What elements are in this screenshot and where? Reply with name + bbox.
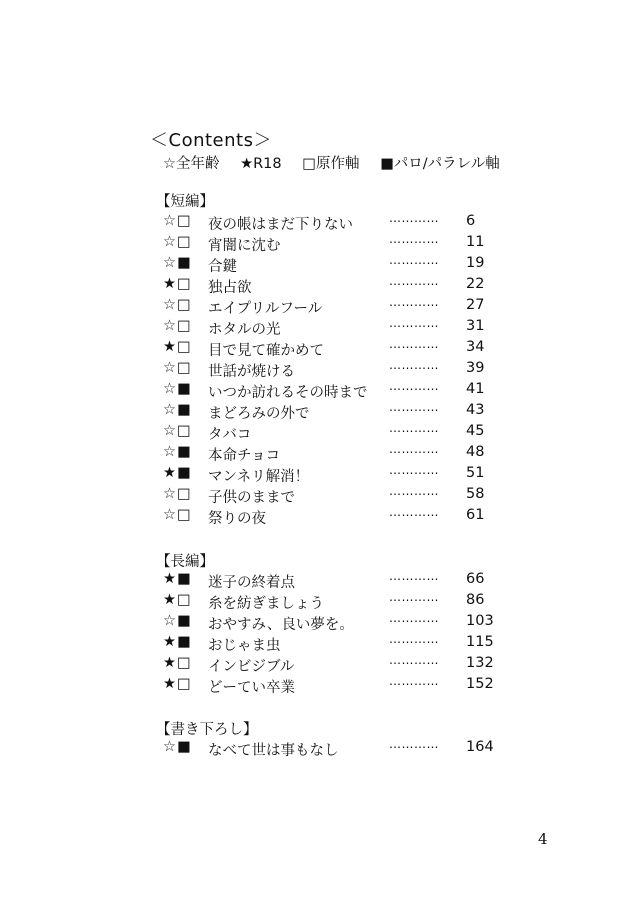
entry-page: 152 bbox=[466, 676, 494, 692]
entry-marks: ☆□ bbox=[163, 507, 192, 523]
entry-title: 目で見て確かめて bbox=[208, 343, 324, 359]
entry-title: おやすみ、良い夢を。 bbox=[208, 617, 354, 633]
entry-marks: ☆□ bbox=[163, 234, 192, 250]
entry-marks: ☆■ bbox=[163, 402, 192, 418]
entry-leader: ………… bbox=[389, 674, 439, 688]
entry-marks: ☆□ bbox=[163, 297, 192, 313]
entry-page: 22 bbox=[466, 276, 485, 292]
entry-marks: ★□ bbox=[163, 676, 192, 692]
entry-title: 糸を紡ぎましょう bbox=[208, 596, 324, 612]
legend-r18: ★R18 bbox=[240, 156, 282, 172]
entry-leader: ………… bbox=[389, 484, 439, 498]
entry-page: 66 bbox=[466, 571, 485, 587]
entry-marks: ☆□ bbox=[163, 213, 192, 229]
entry-page: 41 bbox=[466, 381, 485, 397]
entry-leader: ………… bbox=[389, 442, 439, 456]
entry-title: 迷子の終着点 bbox=[208, 575, 295, 591]
entry-page: 132 bbox=[466, 655, 494, 671]
entry-title: どーてい卒業 bbox=[208, 680, 295, 696]
entry-leader: ………… bbox=[389, 274, 439, 288]
entry-marks: ☆□ bbox=[163, 423, 192, 439]
entry-leader: ………… bbox=[389, 358, 439, 372]
entry-page: 19 bbox=[466, 255, 485, 271]
section-heading-short: 【短編】 bbox=[156, 194, 214, 210]
legend-original: □原作軸 bbox=[302, 156, 360, 172]
entry-title: 独占欲 bbox=[208, 280, 252, 296]
entry-title: いつか訪れるその時まで bbox=[208, 385, 368, 401]
entry-page: 51 bbox=[466, 465, 485, 481]
section-heading-new: 【書き下ろし】 bbox=[156, 722, 258, 738]
entry-title: 夜の帳はまだ下りない bbox=[208, 217, 353, 233]
page-title: ＜Contents＞ bbox=[150, 130, 272, 151]
entry-marks: ★■ bbox=[163, 571, 192, 587]
entry-title: まどろみの外で bbox=[208, 406, 310, 422]
entry-title: 祭りの夜 bbox=[208, 511, 266, 527]
entry-page: 48 bbox=[466, 444, 485, 460]
entry-leader: ………… bbox=[389, 211, 439, 225]
entry-marks: ☆□ bbox=[163, 486, 192, 502]
entry-page: 45 bbox=[466, 423, 485, 439]
entry-marks: ★□ bbox=[163, 655, 192, 671]
entry-leader: ………… bbox=[389, 590, 439, 604]
entry-leader: ………… bbox=[389, 316, 439, 330]
entry-page: 103 bbox=[466, 613, 494, 629]
page-number: 4 bbox=[538, 830, 548, 848]
entry-marks: ★□ bbox=[163, 339, 192, 355]
entry-title: ホタルの光 bbox=[208, 322, 281, 338]
entry-leader: ………… bbox=[389, 379, 439, 393]
entry-marks: ☆□ bbox=[163, 360, 192, 376]
section-heading-long: 【長編】 bbox=[156, 554, 214, 570]
entry-leader: ………… bbox=[389, 611, 439, 625]
entry-page: 11 bbox=[466, 234, 485, 250]
entry-title: おじゃま虫 bbox=[208, 638, 281, 654]
entry-marks: ☆■ bbox=[163, 255, 192, 271]
legend-parallel: ■パロ/パラレル軸 bbox=[380, 156, 500, 172]
entry-marks: ☆□ bbox=[163, 318, 192, 334]
entry-page: 43 bbox=[466, 402, 485, 418]
entry-marks: ★□ bbox=[163, 592, 192, 608]
legend-all-ages: ☆全年齢 bbox=[163, 156, 220, 172]
entry-page: 115 bbox=[466, 634, 494, 650]
entry-title: 合鍵 bbox=[208, 259, 237, 275]
entry-leader: ………… bbox=[389, 569, 439, 583]
entry-marks: ★□ bbox=[163, 276, 192, 292]
entry-leader: ………… bbox=[389, 400, 439, 414]
entry-title: エイプリルフール bbox=[208, 301, 323, 317]
entry-title: タバコ bbox=[208, 427, 252, 443]
entry-leader: ………… bbox=[389, 337, 439, 351]
entry-marks: ☆■ bbox=[163, 444, 192, 460]
legend bbox=[163, 152, 516, 173]
entry-leader: ………… bbox=[389, 232, 439, 246]
entry-leader: ………… bbox=[389, 421, 439, 435]
entry-title: インビジブル bbox=[208, 659, 295, 675]
entry-leader: ………… bbox=[389, 737, 439, 751]
entry-marks: ★■ bbox=[163, 465, 192, 481]
entry-page: 58 bbox=[466, 486, 485, 502]
entry-marks: ☆■ bbox=[163, 739, 192, 755]
entry-title: 子供のままで bbox=[208, 490, 295, 506]
entry-title: 世話が焼ける bbox=[208, 364, 295, 380]
entry-page: 31 bbox=[466, 318, 485, 334]
entry-title: 宵闇に沈む bbox=[208, 238, 281, 254]
entry-marks: ☆■ bbox=[163, 613, 192, 629]
entry-leader: ………… bbox=[389, 632, 439, 646]
entry-title: なべて世は事もなし bbox=[208, 743, 339, 759]
entry-leader: ………… bbox=[389, 463, 439, 477]
entry-marks: ★■ bbox=[163, 634, 192, 650]
entry-page: 27 bbox=[466, 297, 485, 313]
entry-title: 本命チョコ bbox=[208, 448, 281, 464]
entry-page: 34 bbox=[466, 339, 485, 355]
entry-page: 86 bbox=[466, 592, 485, 608]
entry-page: 6 bbox=[466, 213, 476, 229]
entry-page: 164 bbox=[466, 739, 494, 755]
entry-title: マンネリ解消！ bbox=[208, 469, 310, 485]
entry-marks: ☆■ bbox=[163, 381, 192, 397]
entry-leader: ………… bbox=[389, 653, 439, 667]
entry-leader: ………… bbox=[389, 253, 439, 267]
entry-page: 39 bbox=[466, 360, 485, 376]
entry-leader: ………… bbox=[389, 505, 439, 519]
entry-page: 61 bbox=[466, 507, 485, 523]
entry-leader: ………… bbox=[389, 295, 439, 309]
